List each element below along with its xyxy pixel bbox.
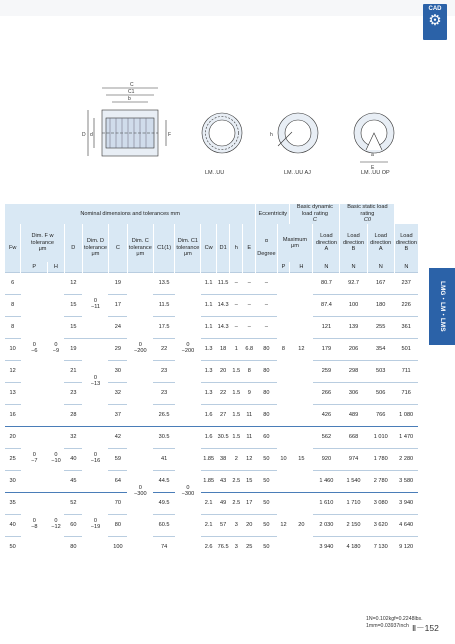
cell-fw: 8 <box>5 294 21 316</box>
cell-fw-tol-h: 0 −10 <box>48 426 64 492</box>
cell-st-a: 1 010 <box>367 426 394 448</box>
cell-c1: 23 <box>153 360 175 382</box>
cell-st-b: 3 940 <box>394 492 418 514</box>
cell-fw: 12 <box>5 360 21 382</box>
c1-header: C1(1) <box>153 224 175 272</box>
cell-d: 15 <box>64 294 82 316</box>
max-header: Maximum μm <box>277 224 313 262</box>
cell-st-a: 167 <box>367 272 394 294</box>
cell-d: 21 <box>64 360 82 382</box>
cell-d1: 49 <box>216 492 229 514</box>
cell-d-tol: 0 −11 <box>82 272 108 338</box>
cell-cw: 1.1 <box>201 294 216 316</box>
cell-fw-tol-p: 0 −6 <box>21 272 48 426</box>
table-row <box>5 404 419 426</box>
cell-e: 8 <box>243 360 256 382</box>
cell-alpha: 80 <box>256 338 277 360</box>
cell-fw: 6 <box>5 272 21 294</box>
cell-c: 19 <box>108 272 127 294</box>
cell-st-b: 237 <box>394 272 418 294</box>
cell-d-tol: 0 −19 <box>82 492 108 558</box>
cell-fw: 50 <box>5 536 21 558</box>
table-row <box>5 360 419 382</box>
cell-st-b: 226 <box>394 294 418 316</box>
caption-uu: LM‥UU <box>205 170 225 176</box>
table-row <box>5 316 419 338</box>
cell-dyn-b: 306 <box>340 382 367 404</box>
cell-alpha: 80 <box>256 360 277 382</box>
c1-tol-header: Dim. C1 tolerance μm <box>175 224 201 272</box>
dim-h: h <box>270 132 273 138</box>
cell-st-b: 1 470 <box>394 426 418 448</box>
alpha-header: α Degree <box>256 224 277 272</box>
bushing-side-view <box>88 88 166 156</box>
cell-h: 1.5 <box>230 360 243 382</box>
cell-dyn-a: 426 <box>313 404 340 426</box>
cell-d: 28 <box>64 404 82 426</box>
cell-st-a: 506 <box>367 382 394 404</box>
cell-fw-tol-h: 0 −12 <box>48 492 64 558</box>
cell-d: 45 <box>64 470 82 492</box>
unit-n: N <box>313 262 340 272</box>
cell-c1: 30.5 <box>153 426 175 448</box>
caption-uu-op: LM‥UU OP <box>361 170 390 176</box>
cell-dyn-b: 92.7 <box>340 272 367 294</box>
table-row <box>5 382 419 404</box>
cell-st-a: 180 <box>367 294 394 316</box>
unit-note-force: 1N=0.102kgf=0.2248lbs. <box>366 616 423 622</box>
cell-e: – <box>243 272 256 294</box>
d-header: D <box>64 224 82 272</box>
cell-dyn-b: 1 710 <box>340 492 367 514</box>
cell-fw: 10 <box>5 338 21 360</box>
fw-p-header: P <box>21 262 48 272</box>
cad-logo[interactable] <box>423 4 447 40</box>
dim-alpha: a <box>371 152 374 158</box>
cell-c: 17 <box>108 294 127 316</box>
cell-dyn-b: 489 <box>340 404 367 426</box>
cell-st-b: 716 <box>394 382 418 404</box>
table-row <box>5 448 419 470</box>
cell-st-a: 1 780 <box>367 448 394 470</box>
unit-n: N <box>394 262 418 272</box>
cell-h: 1 <box>230 338 243 360</box>
cell-ecc-h: 15 <box>290 426 313 492</box>
cell-e: 15 <box>243 470 256 492</box>
cell-d: 60 <box>64 514 82 536</box>
series-side-tab[interactable]: LMG・LM・LMS <box>429 268 455 345</box>
cell-d: 32 <box>64 426 82 448</box>
cell-st-b: 4 640 <box>394 514 418 536</box>
cell-c1: 49.5 <box>153 492 175 514</box>
cell-c1: 13.5 <box>153 272 175 294</box>
cell-alpha: 50 <box>256 514 277 536</box>
cell-fw: 35 <box>5 492 21 514</box>
cad-label: CAD <box>428 6 442 12</box>
cell-h: 3 <box>230 514 243 536</box>
cell-e: – <box>243 294 256 316</box>
cell-cw: 1.3 <box>201 382 216 404</box>
cell-cw: 1.6 <box>201 426 216 448</box>
unit-n: N <box>340 262 367 272</box>
spec-table <box>4 204 418 558</box>
cell-d1: 76.5 <box>216 536 229 558</box>
cell-dyn-a: 920 <box>313 448 340 470</box>
cell-c1-tol: 0 −200 <box>175 272 201 426</box>
technical-drawings <box>60 70 430 185</box>
cell-c: 30 <box>108 360 127 382</box>
cell-h: 2.5 <box>230 492 243 514</box>
cell-st-a: 354 <box>367 338 394 360</box>
cell-d: 80 <box>64 536 82 558</box>
cell-dyn-b: 206 <box>340 338 367 360</box>
cell-fw-tol-p: 0 −7 <box>21 426 48 492</box>
ecc-p-header: P <box>277 262 290 272</box>
unit-n: N <box>367 262 394 272</box>
cell-alpha: 80 <box>256 382 277 404</box>
cell-c: 32 <box>108 382 127 404</box>
cell-dyn-a: 87.4 <box>313 294 340 316</box>
fw-header: Fw <box>5 224 21 272</box>
dynamic-load-header: Basic dynamic load rating C <box>290 204 340 224</box>
cell-ecc-h: 20 <box>290 492 313 558</box>
cell-alpha: 50 <box>256 470 277 492</box>
cell-ecc-p: 8 <box>277 272 290 426</box>
cell-e: 17 <box>243 492 256 514</box>
cell-dyn-a: 179 <box>313 338 340 360</box>
cell-st-b: 501 <box>394 338 418 360</box>
cell-d: 23 <box>64 382 82 404</box>
c-tol-header: Dim. C tolerance μm <box>127 224 153 272</box>
cell-c1: 74 <box>153 536 175 558</box>
c-header: C <box>108 224 127 272</box>
cell-c: 59 <box>108 448 127 470</box>
cell-c1: 22 <box>153 338 175 360</box>
cell-d: 12 <box>64 272 82 294</box>
cell-ecc-h: 12 <box>290 272 313 426</box>
bushing-aj-view <box>278 113 318 153</box>
cell-st-b: 2 280 <box>394 448 418 470</box>
cell-cw: 1.3 <box>201 338 216 360</box>
cell-d1: 27 <box>216 404 229 426</box>
cell-c1: 23 <box>153 382 175 404</box>
cell-cw: 2.1 <box>201 492 216 514</box>
dim-c: C <box>130 82 134 88</box>
cell-d: 40 <box>64 448 82 470</box>
h-header: h <box>230 224 243 272</box>
cell-h: – <box>230 316 243 338</box>
cell-cw: 1.85 <box>201 448 216 470</box>
cell-dyn-b: 4 180 <box>340 536 367 558</box>
cell-h: – <box>230 272 243 294</box>
tool-icon: ⚙ <box>428 12 442 29</box>
cw-header: Cw <box>201 224 216 272</box>
cell-st-b: 9 120 <box>394 536 418 558</box>
cell-c1: 11.5 <box>153 294 175 316</box>
cell-d1: 14.3 <box>216 316 229 338</box>
spec-table-body <box>5 272 419 558</box>
cell-dyn-a: 80.7 <box>313 272 340 294</box>
cell-st-a: 503 <box>367 360 394 382</box>
bushing-end-view <box>202 113 242 153</box>
cell-e: – <box>243 316 256 338</box>
cell-d1: 14.3 <box>216 294 229 316</box>
cell-fw: 30 <box>5 470 21 492</box>
fw-tol-header: Dim. F w tolerance μm <box>21 224 64 262</box>
cell-e: 11 <box>243 426 256 448</box>
cell-st-a: 255 <box>367 316 394 338</box>
cell-st-a: 3 080 <box>367 492 394 514</box>
cell-cw: 1.85 <box>201 470 216 492</box>
cell-dyn-a: 3 940 <box>313 536 340 558</box>
cell-d1: 30.5 <box>216 426 229 448</box>
cell-dyn-b: 974 <box>340 448 367 470</box>
cell-c1: 26.5 <box>153 404 175 426</box>
table-row <box>5 338 419 360</box>
dim-e: E <box>371 165 375 171</box>
cell-d1: 38 <box>216 448 229 470</box>
dyn-a-header: Load direction A <box>313 224 340 262</box>
cell-d1: 43 <box>216 470 229 492</box>
cell-alpha: 50 <box>256 448 277 470</box>
table-row <box>5 514 419 536</box>
cell-alpha: – <box>256 272 277 294</box>
cell-dyn-b: 2 150 <box>340 514 367 536</box>
cell-dyn-a: 259 <box>313 360 340 382</box>
cell-cw: 1.1 <box>201 272 216 294</box>
cell-dyn-b: 1 540 <box>340 470 367 492</box>
cell-fw-tol-p: 0 −8 <box>21 492 48 558</box>
cell-st-b: 3 580 <box>394 470 418 492</box>
cell-e: 11 <box>243 404 256 426</box>
cell-dyn-a: 562 <box>313 426 340 448</box>
cell-cw: 1.1 <box>201 316 216 338</box>
cell-e: 20 <box>243 514 256 536</box>
cell-st-a: 766 <box>367 404 394 426</box>
table-row <box>5 272 419 294</box>
cell-cw: 1.6 <box>201 404 216 426</box>
table-row <box>5 536 419 558</box>
e-header: E <box>243 224 256 272</box>
st-a-header: Load direction A <box>367 224 394 262</box>
cell-c1: 41 <box>153 448 175 470</box>
cell-alpha: 50 <box>256 536 277 558</box>
cell-fw: 8 <box>5 316 21 338</box>
cell-dyn-a: 1 610 <box>313 492 340 514</box>
cell-dyn-b: 139 <box>340 316 367 338</box>
page-number: Ⅱ－152 <box>412 623 439 633</box>
dim-c1: C1 <box>128 89 135 95</box>
d-tol-header: Dim. D tolerance μm <box>82 224 108 272</box>
dim-d1: d <box>90 132 93 138</box>
cell-h: 1.5 <box>230 404 243 426</box>
cell-fw: 16 <box>5 404 21 426</box>
cell-c: 64 <box>108 470 127 492</box>
cell-h: 1.5 <box>230 426 243 448</box>
cell-h: 3 <box>230 536 243 558</box>
cell-c: 80 <box>108 514 127 536</box>
cell-st-b: 361 <box>394 316 418 338</box>
st-b-header: Load direction B <box>394 224 418 262</box>
top-bar <box>0 0 455 16</box>
cell-d-tol: 0 −16 <box>82 426 108 492</box>
table-row <box>5 470 419 492</box>
cell-e: 6.8 <box>243 338 256 360</box>
cell-h: – <box>230 294 243 316</box>
cell-c1: 44.5 <box>153 470 175 492</box>
cell-fw: 13 <box>5 382 21 404</box>
eccentricity-header: Eccentricity <box>256 204 290 224</box>
d1-header: D1 <box>216 224 229 272</box>
cell-d1: 11.5 <box>216 272 229 294</box>
cell-dyn-a: 1 460 <box>313 470 340 492</box>
bushing-op-view <box>354 113 394 162</box>
cell-e: 12 <box>243 448 256 470</box>
cell-fw: 20 <box>5 426 21 448</box>
table-row <box>5 294 419 316</box>
dim-b: b <box>128 96 131 102</box>
cell-d: 19 <box>64 338 82 360</box>
cell-c1: 17.5 <box>153 316 175 338</box>
cell-cw: 2.1 <box>201 514 216 536</box>
cell-e: 9 <box>243 382 256 404</box>
dyn-b-header: Load direction B <box>340 224 367 262</box>
cell-dyn-b: 668 <box>340 426 367 448</box>
table-row <box>5 492 419 514</box>
cell-ecc-p: 10 <box>277 426 290 492</box>
cell-st-a: 3 620 <box>367 514 394 536</box>
cell-c1-tol: 0 −300 <box>175 426 201 558</box>
cell-cw: 2.6 <box>201 536 216 558</box>
cell-c: 37 <box>108 404 127 426</box>
cell-c1: 60.5 <box>153 514 175 536</box>
cell-alpha: – <box>256 316 277 338</box>
cell-dyn-b: 100 <box>340 294 367 316</box>
cell-dyn-a: 121 <box>313 316 340 338</box>
cell-d1: 57 <box>216 514 229 536</box>
unit-note-length: 1mm=0.03937inch <box>366 623 409 629</box>
cell-h: 2.5 <box>230 470 243 492</box>
cell-cw: 1.3 <box>201 360 216 382</box>
cell-h: 2 <box>230 448 243 470</box>
cell-dyn-a: 2 030 <box>313 514 340 536</box>
cell-d-tol: 0 −13 <box>82 338 108 426</box>
cell-c-tol: 0 −200 <box>127 272 153 426</box>
cell-alpha: 50 <box>256 492 277 514</box>
cell-fw-tol-h: 0 −9 <box>48 272 64 426</box>
cell-d: 52 <box>64 492 82 514</box>
nominal-header: Nominal dimensions and tolerances mm <box>5 204 256 224</box>
cell-c: 100 <box>108 536 127 558</box>
dim-f: F <box>168 132 172 138</box>
cell-d1: 18 <box>216 338 229 360</box>
cell-c: 42 <box>108 426 127 448</box>
cell-st-a: 7 130 <box>367 536 394 558</box>
cell-d1: 20 <box>216 360 229 382</box>
cell-fw: 40 <box>5 514 21 536</box>
cell-h: 1.5 <box>230 382 243 404</box>
dim-d: D <box>82 132 86 138</box>
cell-st-a: 2 780 <box>367 470 394 492</box>
table-row <box>5 426 419 448</box>
cell-d: 15 <box>64 316 82 338</box>
cell-dyn-a: 266 <box>313 382 340 404</box>
cell-alpha: 80 <box>256 404 277 426</box>
cell-d1: 22 <box>216 382 229 404</box>
cell-c: 24 <box>108 316 127 338</box>
cell-alpha: 60 <box>256 426 277 448</box>
cell-alpha: – <box>256 294 277 316</box>
cell-e: 25 <box>243 536 256 558</box>
caption-uu-aj: LM‥UU AJ <box>284 170 311 176</box>
static-load-header: Basic static load rating C0 <box>340 204 394 224</box>
cell-c-tol: 0 −300 <box>127 426 153 558</box>
ecc-h-header: H <box>290 262 313 272</box>
cell-st-b: 1 080 <box>394 404 418 426</box>
cell-dyn-b: 298 <box>340 360 367 382</box>
cell-ecc-p: 12 <box>277 492 290 558</box>
fw-h-header: H <box>48 262 64 272</box>
cell-c: 70 <box>108 492 127 514</box>
cell-st-b: 711 <box>394 360 418 382</box>
cell-c: 29 <box>108 338 127 360</box>
cell-fw: 25 <box>5 448 21 470</box>
